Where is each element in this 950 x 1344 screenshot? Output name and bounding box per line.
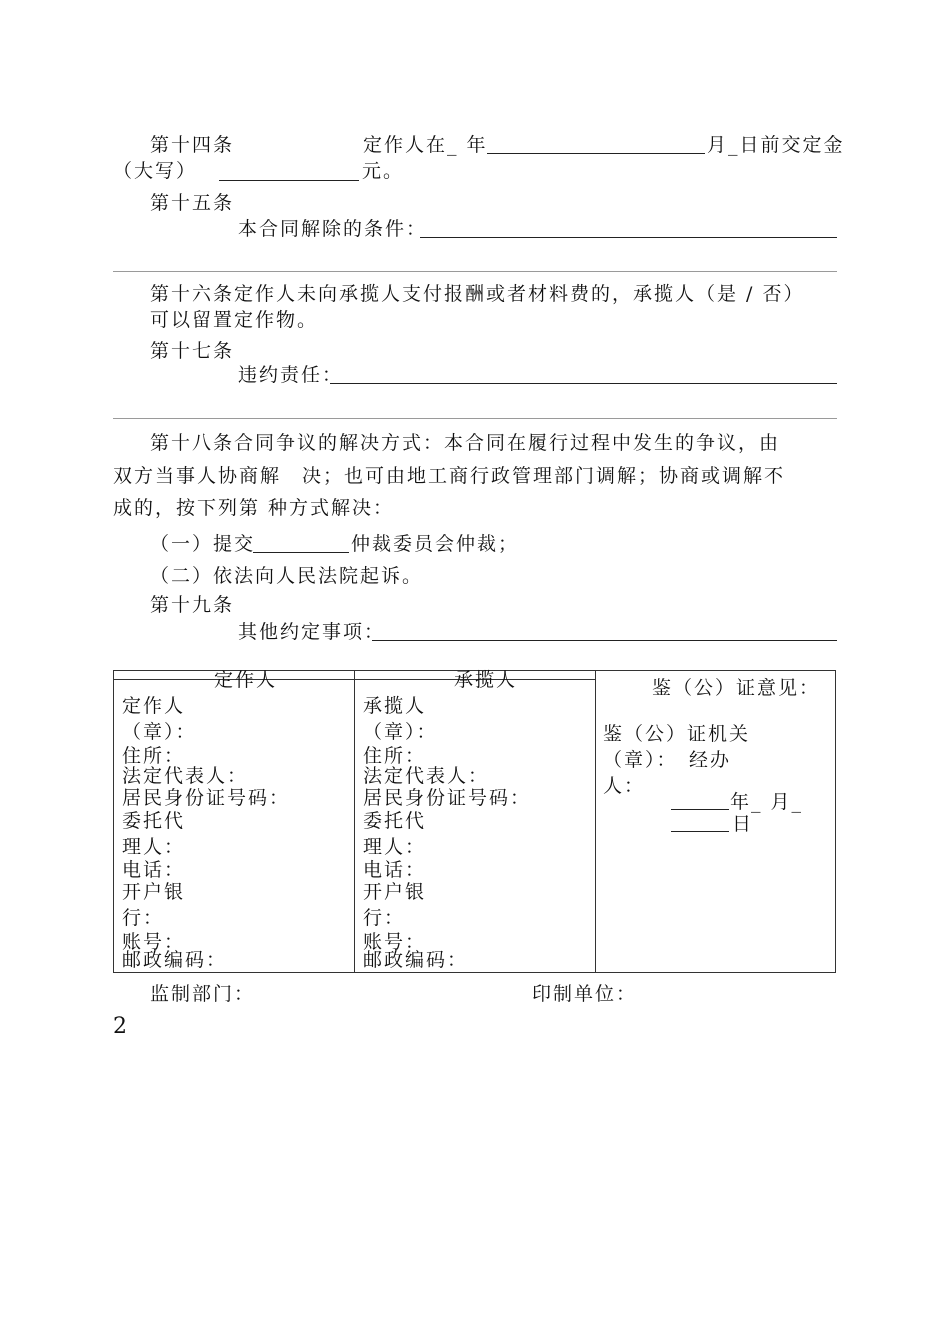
contractor-field: 行： (363, 907, 406, 929)
other-terms-blank[interactable] (372, 640, 837, 641)
supervising-department: 监制部门： (150, 983, 256, 1005)
article-15-text: 本合同解除的条件： (238, 218, 428, 240)
table-header-line (114, 679, 596, 680)
contractor-field: 开户银 (363, 881, 427, 903)
client-field: 委托代 (122, 810, 186, 832)
contractor-field: 账号： (363, 931, 427, 953)
printing-unit: 印制单位： (532, 983, 638, 1005)
notary-opinion-header: 鉴（公）证意见： (652, 677, 821, 699)
article-18-line-1: 第十八条合同争议的解决方式：本合同在履行过程中发生的争议，由 (150, 432, 781, 454)
article-14-label: 第十四条 (150, 134, 235, 156)
notary-year-month: 年_ 月_ (730, 791, 804, 813)
deposit-date-blank[interactable] (487, 153, 705, 154)
deposit-amount-blank[interactable] (219, 180, 359, 181)
client-field: 理人： (122, 836, 186, 858)
article-14-text-c: （大写） (113, 160, 198, 182)
client-field: 居民身份证号码： (122, 787, 291, 809)
contractor-field: 理人： (363, 836, 427, 858)
article-18-option-1-a: （一）提交 (150, 533, 256, 555)
notary-seal: （章）： 经办 (603, 749, 732, 771)
article-18-option-1-b: 仲裁委员会仲裁； (351, 533, 520, 555)
notary-handler: 人： (603, 775, 646, 797)
article-14-text-b: 月_日前交定金 (707, 134, 845, 156)
client-field: 邮政编码： (122, 949, 228, 971)
notary-year-blank[interactable] (671, 809, 729, 810)
article-15-label: 第十五条 (150, 192, 235, 214)
client-field: 开户银 (122, 881, 186, 903)
client-field: 定作人 (122, 695, 186, 717)
notary-organ: 鉴（公）证机关 (603, 723, 751, 745)
client-field: 行： (122, 907, 165, 929)
client-field: （章）： (122, 721, 197, 743)
contractor-field: 承揽人 (363, 695, 427, 717)
page-number: 2 (113, 1014, 127, 1039)
column-header-contractor: 承揽人 (454, 669, 518, 691)
divider (113, 271, 837, 272)
contractor-field: 法定代表人： (363, 765, 490, 787)
column-divider (595, 671, 596, 972)
arbitration-commission-blank[interactable] (253, 552, 349, 553)
contractor-field: 邮政编码： (363, 949, 469, 971)
contractor-field: （章）： (363, 721, 438, 743)
termination-conditions-blank[interactable] (420, 237, 837, 238)
client-field: 住所： (122, 745, 186, 767)
client-field: 电话： (122, 859, 186, 881)
notary-day-blank[interactable] (671, 831, 729, 832)
article-14-text-d: 元。 (362, 160, 405, 182)
signature-table (113, 670, 836, 973)
article-16-line-2: 可以留置定作物。 (150, 309, 319, 331)
article-18-line-2: 双方当事人协商解 决；也可由地工商行政管理部门调解；协商或调解不 (113, 465, 786, 487)
column-header-client: 定作人 (214, 669, 278, 691)
contractor-field: 住所： (363, 745, 427, 767)
article-18-option-2: （二）依法向人民法院起诉。 (150, 565, 424, 587)
column-divider (354, 671, 355, 972)
client-field: 法定代表人： (122, 765, 249, 787)
article-19-label: 第十九条 (150, 594, 235, 616)
article-16-line-1: 第十六条定作人未向承揽人支付报酬或者材料费的，承揽人（是 / 否） (150, 283, 805, 305)
notary-day: 日 (732, 813, 754, 835)
article-18-line-3: 成的，按下列第 种方式解决： (113, 497, 395, 519)
article-19-text: 其他约定事项： (238, 621, 386, 643)
divider (113, 418, 837, 419)
article-17-text: 违约责任： (238, 364, 344, 386)
client-field: 账号： (122, 931, 186, 953)
article-17-label: 第十七条 (150, 340, 235, 362)
breach-liability-blank[interactable] (330, 383, 837, 384)
contractor-field: 委托代 (363, 810, 427, 832)
article-14-text-a: 定作人在_ 年 (363, 134, 488, 156)
contractor-field: 居民身份证号码： (363, 787, 532, 809)
contractor-field: 电话： (363, 859, 427, 881)
